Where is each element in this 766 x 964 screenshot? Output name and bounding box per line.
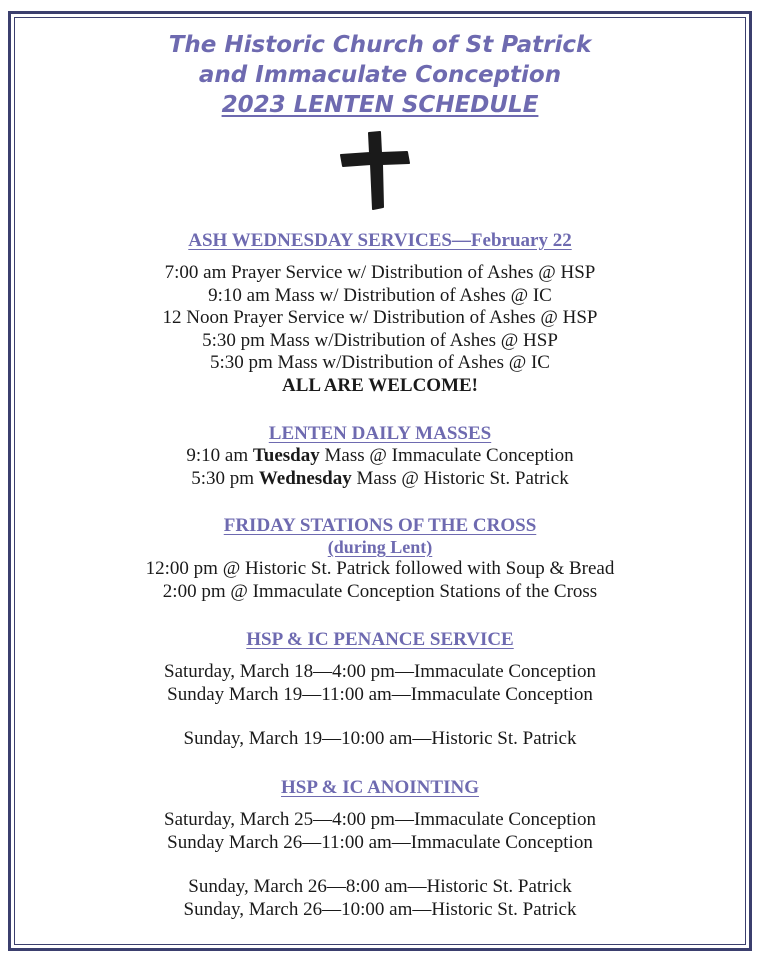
title-line-1: The Historic Church of St Patrick [168, 32, 592, 58]
penance-line-1: Saturday, March 18—4:00 pm—Immaculate Conception [164, 661, 596, 682]
anointing-line-2: Sunday March 26—11:00 am—Immaculate Conception [167, 831, 593, 853]
cross-icon [339, 131, 411, 211]
ash-line-5: 5:30 pm Mass w/Distribution of Ashes @ IC [210, 352, 550, 373]
anointing-heading: HSP & IC ANOINTING [281, 777, 479, 798]
ash-line-4: 5:30 pm Mass w/Distribution of Ashes @ HSP [202, 329, 558, 351]
ash-line-2: 9:10 am Mass w/ Distribution of Ashes @ IC [208, 284, 552, 306]
penance-section [14, 628, 746, 751]
daily-line-1: 9:10 am Tuesday Mass @ Immaculate Conception [186, 445, 574, 466]
ash-line-1: 7:00 am Prayer Service w/ Distribution of Ashes @ HSP [164, 262, 596, 283]
ash-wednesday-heading: ASH WEDNESDAY SERVICES—February 22 [188, 230, 572, 251]
stations-line-1: 12:00 pm @ Historic St. Patrick followed with Soup & Bread [145, 558, 615, 579]
schedule-page [14, 17, 746, 945]
stations-section [14, 514, 746, 603]
anointing-line-3: Sunday, March 26—8:00 am—Historic St. Patrick [188, 876, 572, 897]
title-block [14, 30, 746, 120]
anointing-section [14, 776, 746, 921]
stations-heading: FRIDAY STATIONS OF THE CROSS [223, 515, 537, 536]
penance-line-3: Sunday, March 19—10:00 am—Historic St. Patrick [183, 728, 577, 749]
title-line-2: and Immaculate Conception [198, 62, 562, 88]
welcome-text: ALL ARE WELCOME! [281, 374, 479, 396]
daily-masses-section [14, 422, 746, 490]
ash-line-3: 12 Noon Prayer Service w/ Distribution of Ashes @ HSP [162, 307, 598, 328]
title-line-3: 2023 LENTEN SCHEDULE [221, 92, 539, 118]
ash-wednesday-section [14, 229, 746, 397]
anointing-line-1: Saturday, March 25—4:00 pm—Immaculate Conception [164, 809, 596, 830]
daily-line-2: 5:30 pm Wednesday Mass @ Historic St. Patrick [191, 467, 569, 489]
anointing-line-4: Sunday, March 26—10:00 am—Historic St. Patrick [183, 898, 577, 920]
stations-line-2: 2:00 pm @ Immaculate Conception Stations of the Cross [162, 580, 598, 602]
stations-subheading: (during Lent) [327, 537, 433, 557]
penance-heading: HSP & IC PENANCE SERVICE [246, 629, 514, 650]
penance-line-2: Sunday March 19—11:00 am—Immaculate Conception [167, 683, 593, 705]
daily-masses-heading: LENTEN DAILY MASSES [268, 423, 492, 444]
